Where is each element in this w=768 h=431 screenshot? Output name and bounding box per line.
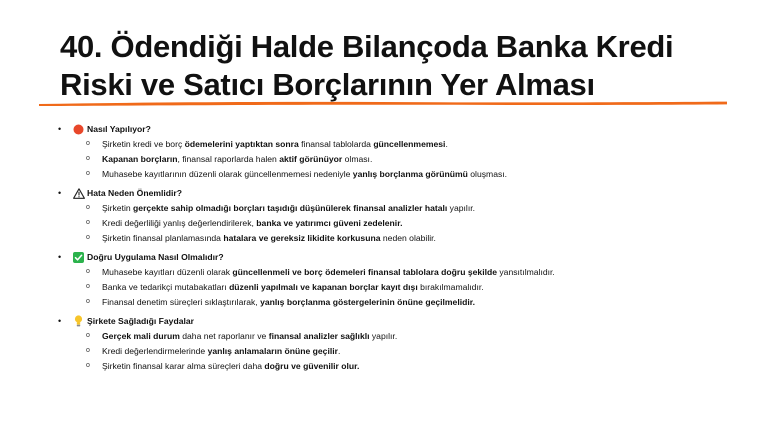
sub-bullet-item [86, 343, 748, 358]
sub-bullet-list [58, 136, 748, 181]
sub-bullet-text [102, 154, 372, 164]
sub-bullet-text [102, 361, 359, 371]
text-run: yansıtılmalıdır. [497, 266, 555, 277]
sub-bullet-marker: o [86, 283, 90, 290]
sub-bullet-text [102, 169, 507, 179]
text-run: Banka ve tedarikçi mutabakatları [102, 281, 230, 292]
title-line-1: 40. Ödendiği Halde Bilançoda Banka Kredi [60, 29, 674, 64]
bullet-marker: • [58, 316, 62, 326]
bullet-marker: • [58, 252, 62, 262]
bullet-content [58, 122, 748, 378]
section [58, 250, 748, 309]
section-heading-text: Doğru Uygulama Nasıl Olmalıdır? [87, 252, 224, 262]
section-heading-text: Şirkete Sağladığı Faydalar [87, 316, 194, 326]
light-bulb-icon [72, 315, 85, 327]
text-run: Şirketin [102, 202, 134, 213]
sub-bullet-marker: o [86, 332, 90, 339]
section [58, 186, 748, 245]
title-line-2: Riski ve Satıcı Borçlarının Yer Alması [60, 67, 595, 102]
text-run: oluşması. [467, 168, 508, 179]
section [58, 314, 748, 373]
section [58, 122, 748, 181]
sub-bullet-marker: o [86, 234, 90, 241]
text-run: yapılır. [447, 202, 475, 213]
sub-bullet-list [58, 200, 748, 245]
sub-bullet-text [102, 297, 475, 307]
sub-bullet-marker: o [86, 268, 90, 275]
sub-bullet-item [86, 136, 748, 151]
bold-text-run: hatalara ve gereksiz likidite korkusuna [223, 232, 381, 243]
sub-bullet-marker: o [86, 170, 90, 177]
check-mark-icon [72, 251, 85, 263]
bullet-marker: • [58, 124, 62, 134]
sub-bullet-item [86, 358, 748, 373]
sub-bullet-item [86, 230, 748, 245]
sub-bullet-item [86, 166, 748, 181]
sub-bullet-text [102, 203, 475, 213]
text-run: finansal tablolarda [298, 138, 374, 149]
text-run: Kredi değerliliği yanlış değerlendirilerek, [102, 217, 257, 228]
section-heading [58, 122, 748, 136]
sub-bullet-marker: o [86, 219, 90, 226]
text-run: Şirketin finansal karar alma süreçleri daha [102, 360, 265, 371]
section-heading [58, 186, 748, 200]
sub-bullet-text [102, 267, 555, 277]
sub-bullet-marker: o [86, 155, 90, 162]
sub-bullet-item [86, 215, 748, 230]
sub-bullet-list [58, 328, 748, 373]
sub-bullet-text [102, 346, 340, 356]
bold-text-run: aktif görünüyor [279, 153, 343, 164]
bold-text-run: düzenli yapılmalı ve kapanan borçlar kayıt dışı [229, 281, 418, 292]
bold-text-run: güncellenmemesi [373, 138, 446, 149]
sub-bullet-item [86, 328, 748, 343]
bold-text-run: doğru ve güvenilir olur. [264, 360, 360, 371]
text-run: Muhasebe kayıtlarının düzenli olarak güncellenmemesi nedeniyle [102, 168, 353, 179]
sub-bullet-marker: o [86, 347, 90, 354]
text-run: . [445, 138, 448, 149]
bold-text-run: banka ve yatırımcı güveni zedelenir. [256, 217, 403, 228]
sub-bullet-text [102, 331, 397, 341]
bold-text-run: finansal analizler sağlıklı [268, 330, 370, 341]
sub-bullet-item [86, 264, 748, 279]
text-run: daha net raporlanır ve [179, 330, 269, 341]
section-heading [58, 314, 748, 328]
text-run: , finansal raporlarda halen [177, 153, 280, 164]
bold-text-run: yanlış borçlanma göstergelerinin önüne geçilmelidir. [260, 296, 475, 307]
bold-text-run: ödemelerini yaptıktan sonra [184, 138, 299, 149]
title-brush-underline [38, 98, 728, 108]
sub-bullet-marker: o [86, 298, 90, 305]
bold-text-run: yanlış borçlanma görünümü [352, 168, 468, 179]
brush-stroke [39, 102, 727, 106]
section-heading [58, 250, 748, 264]
sub-bullet-item [86, 279, 748, 294]
sub-bullet-text [102, 139, 448, 149]
sub-bullet-marker: o [86, 140, 90, 147]
sub-bullet-item [86, 151, 748, 166]
bullet-marker: • [58, 188, 62, 198]
sub-bullet-text [102, 218, 402, 228]
bold-text-run: Kapanan borçların [102, 153, 178, 164]
text-run: bırakılmamalıdır. [417, 281, 484, 292]
section-heading-text: Nasıl Yapılıyor? [87, 124, 151, 134]
text-run: Şirketin kredi ve borç [102, 138, 185, 149]
sub-bullet-marker: o [86, 362, 90, 369]
bold-text-run: gerçekte sahip olmadığı borçları taşıdığı düşünülerek finansal analizler hatalı [133, 202, 448, 213]
sub-bullet-marker: o [86, 204, 90, 211]
text-run: Şirketin finansal planlamasında [102, 232, 224, 243]
text-run: neden olabilir. [380, 232, 436, 243]
text-run: Kredi değerlendirmelerinde [102, 345, 208, 356]
warning-icon [72, 187, 85, 199]
section-heading-text: Hata Neden Önemlidir? [87, 188, 183, 198]
red-circle-icon [72, 123, 85, 135]
sub-bullet-text [102, 233, 436, 243]
text-run: Muhasebe kayıtları düzenli olarak [102, 266, 233, 277]
text-run: yapılır. [369, 330, 398, 341]
text-run: . [337, 345, 341, 356]
slide-title [60, 28, 740, 104]
text-run: Finansal denetim süreçleri sıklaştırılarak, [102, 296, 261, 307]
bold-text-run: Gerçek mali durum [102, 330, 180, 341]
bold-text-run: güncellenmeli ve borç ödemeleri finansal tablolara doğru şekilde [232, 266, 497, 277]
text-run: olması. [342, 153, 373, 164]
sub-bullet-item [86, 294, 748, 309]
bold-text-run: yanlış anlamaların önüne geçilir [207, 345, 338, 356]
sub-bullet-item [86, 200, 748, 215]
sub-bullet-list [58, 264, 748, 309]
sub-bullet-text [102, 282, 484, 292]
